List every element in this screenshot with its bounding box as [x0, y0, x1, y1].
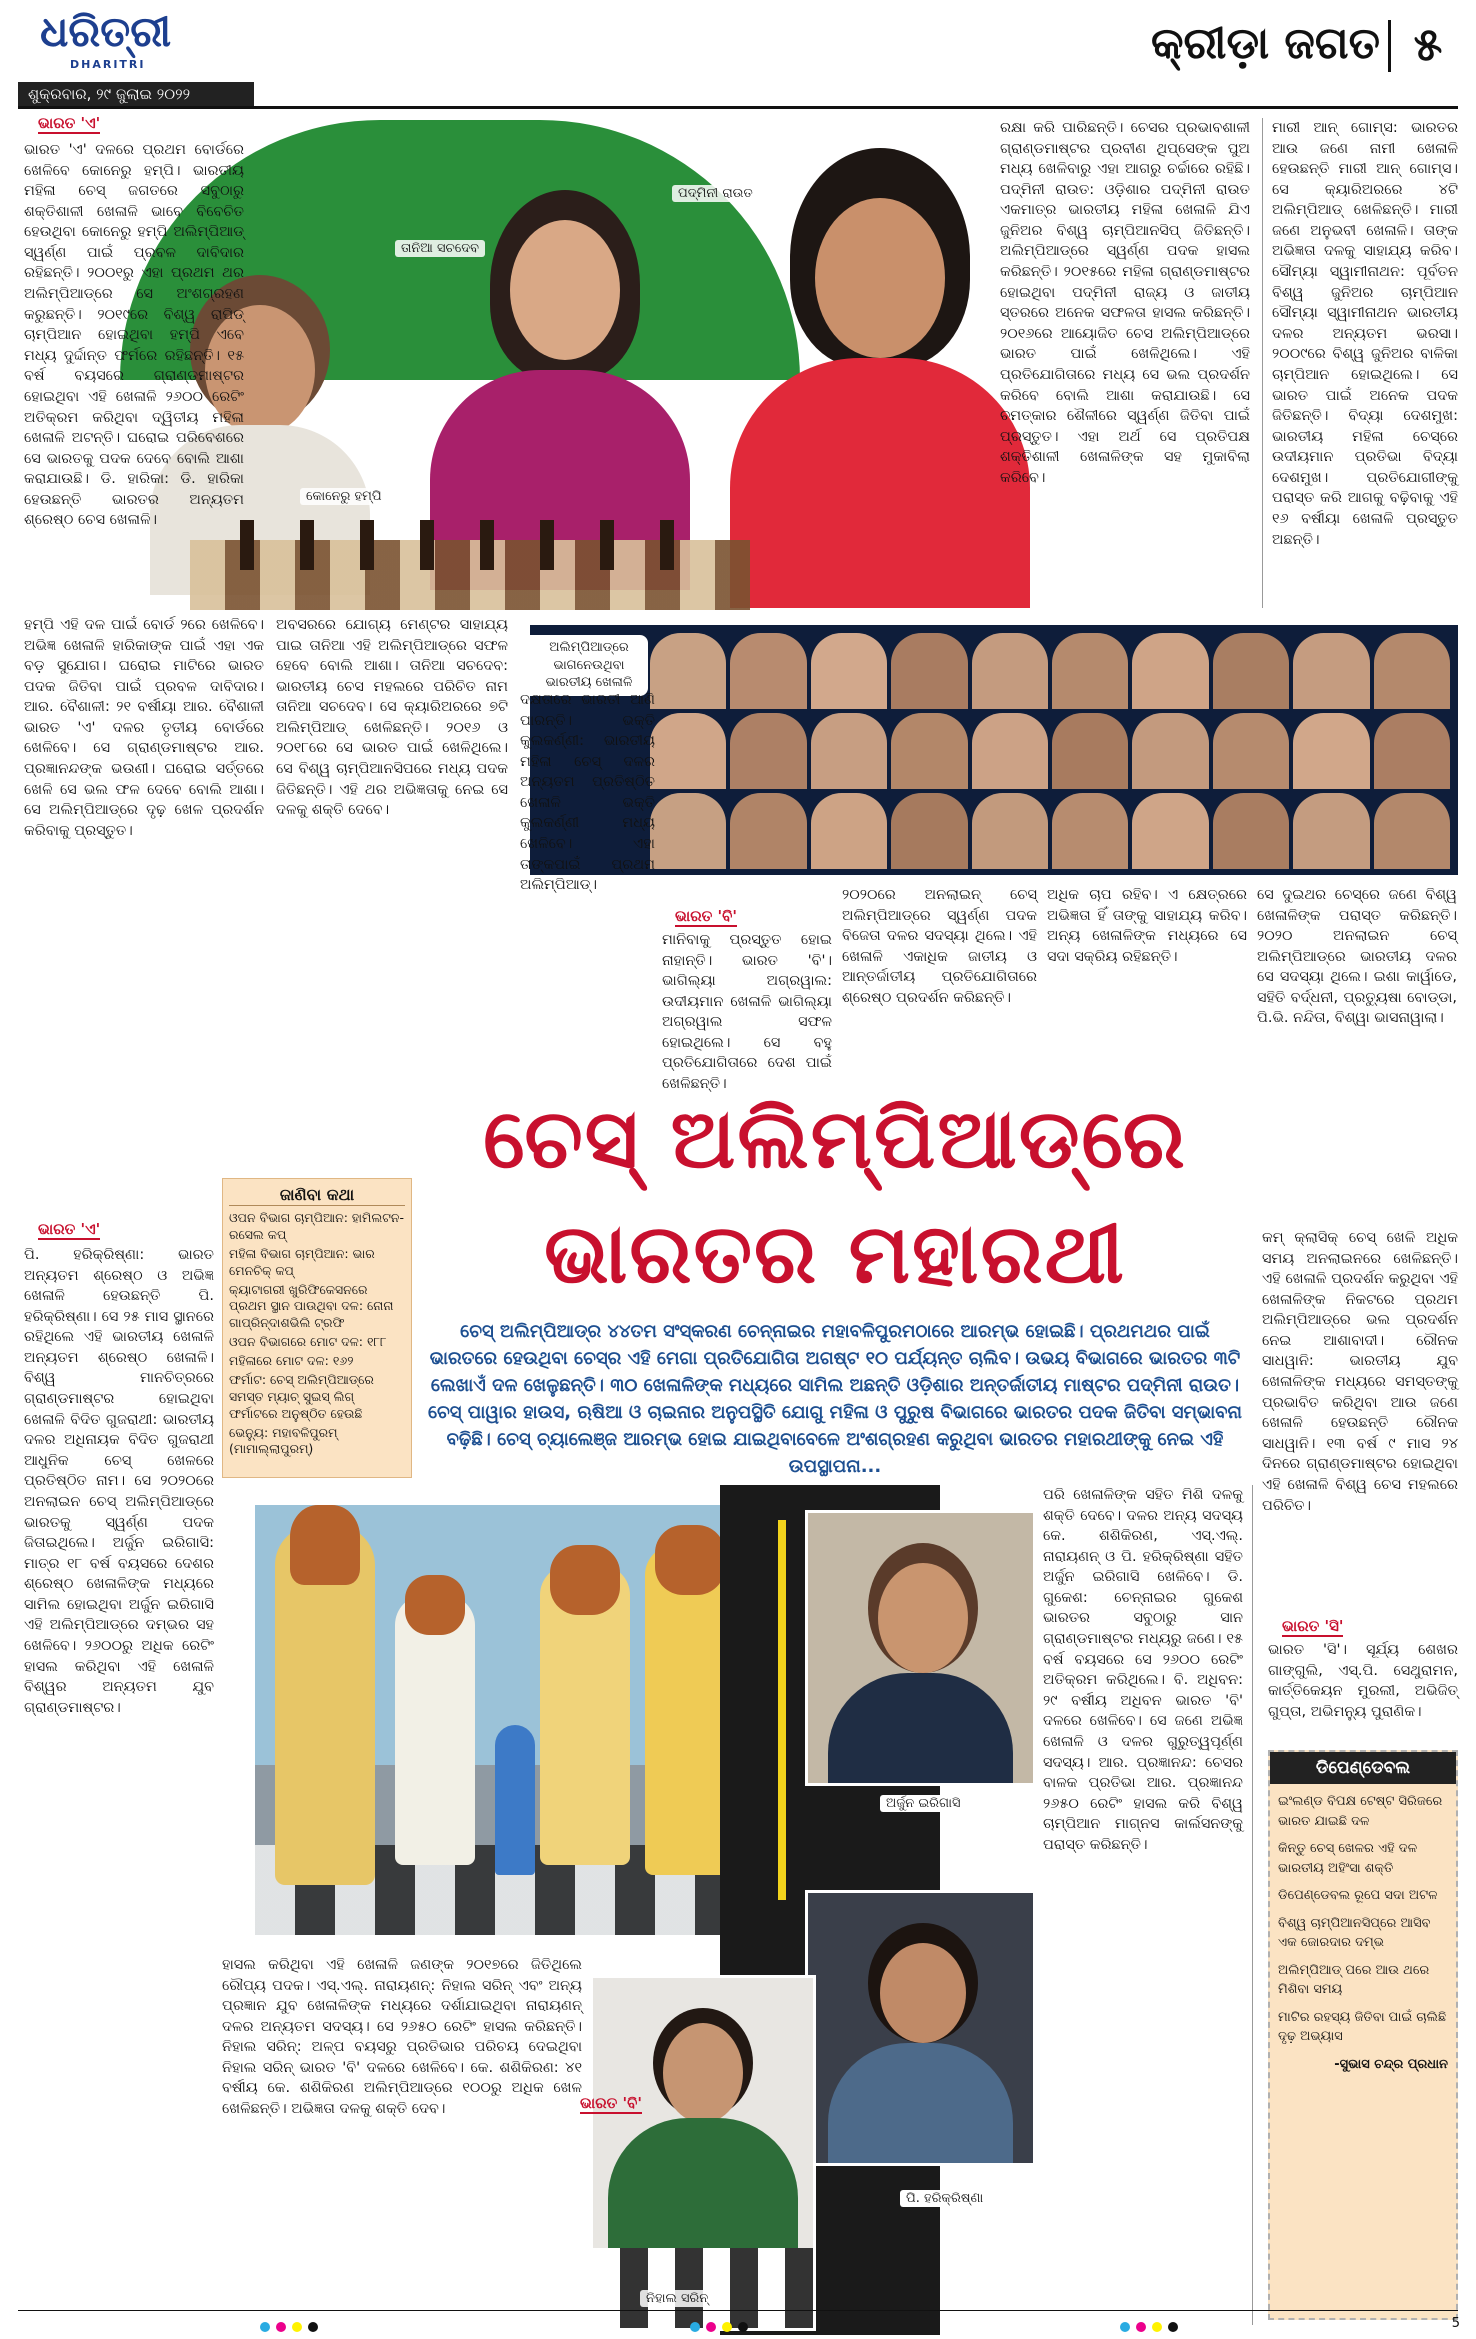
- footer-rule: [18, 2310, 1458, 2311]
- info-box-dependable-line: ବିଶ୍ୱ ଚାମ୍ପିଆନସିପ୍‌ରେ ଆସିବ ଏକ ଜୋରଦାର ଦମ୍ଭ: [1278, 1915, 1431, 1950]
- lead-paragraph: ଚେସ୍ ଅଲିମ୍ପିଆଡ୍‌ର ୪୪ତମ ସଂସ୍କରଣ ଚେନ୍ନାଇର ମହାବଳିପୁରମଠାରେ ଆରମ୍ଭ ହୋଇଛି। ପ୍ରଥମଥର ପାଇଁ ଭାରତରେ ହେଉଥିବା ଚେସ୍‌ର ଏହି ମେଗା ପ୍ରତିଯୋଗିତା ଅଗଷ୍ଟ ୧୦ ପର୍ଯ୍ୟନ୍ତ ଚାଲିବ। ଉଭୟ ବିଭାଗରେ ଭାରତର ୩ଟି ଲେଖାଏଁ ଦଳ ଖେଳୁଛନ୍ତି। ୩୦ ଖେଳାଳିଙ୍କ ମଧ୍ୟରେ ସାମିଲ ଅଛନ୍ତି ଓଡ଼ିଶାର ଅନ୍ତର୍ଜାତୀୟ ମାଷ୍ଟର ପଦ୍ମିନୀ ରାଉତ। ଚେସ୍ ପାୱାର ହାଉସ, ଋଷିଆ ଓ ଚାଇନାର ଅନୁପସ୍ଥିତି ଯୋଗୁ ମହିଳା ଓ ପୁରୁଷ ବିଭାଗରେ ଭାରତର ପଦକ ଜିତିବା ସମ୍ଭାବନା ବଢ଼ିଛି। ଚେସ୍ ଚ୍ୟାଲେଞ୍ଜ ଆରମ୍ଭ ହୋଇ ଯାଇଥିବାବେଳେ ଅଂଶଗ୍ରହଣ କରୁଥିବା ଭାରତର ମହାରଥୀଙ୍କୁ ନେଇ ଏହି ଉପସ୍ଥାପନା...: [427, 1321, 1243, 1477]
- masthead-rule: [18, 106, 1458, 109]
- column-low-4: ଭାରତ 'ସି'। ସୂର୍ଯ୍ୟ ଶେଖର ଗାଙ୍ଗୁଲି, ଏସ୍.ପି. ସେଥୁରାମନ, କାର୍ତ୍ତିକେୟନ ମୁରଲୀ, ଅଭିଜିତ୍ ଗୁପ୍ତା, ଅଭିମନ୍ୟୁ ପୁରାଣିକ।: [1268, 1642, 1458, 1720]
- tag-india-c: [1262, 1615, 1458, 1641]
- tag-india-a-mid: [18, 1218, 218, 1244]
- tag-india-b-mid-text: ଭାରତ 'ବି': [675, 907, 737, 925]
- info-box-janiba-line: କ୍ୟାଟାଗରୀ ଖୁରିଫିକେସନରେ ପ୍ରଥମ ସ୍ଥାନ ପାଉଥିବା ଦଳ: ନୋନା ଗାପ୍ରିନ୍‌ଦାଶଭିଲି ଟ୍ରଫି: [229, 1281, 394, 1331]
- photo-harikrishna: [805, 1890, 1036, 2166]
- team-photo-block: [530, 625, 1458, 875]
- tag-india-b-bottom: [560, 2092, 710, 2118]
- masthead: [0, 0, 1476, 110]
- label-tania: ତାନିଆ ସଚଦେବ: [395, 240, 485, 257]
- info-box-dependable-line: ଇଂଲଣ୍ଡ ବିପକ୍ଷ ଟେଷ୍ଟ ସିରିଜରେ ଭାରତ ଯାଇଛି ଦଳ: [1278, 1794, 1443, 1829]
- page-number: ୫: [1413, 17, 1443, 71]
- column-low-5: ହାସଲ କରିଥିବା ଏହି ଖେଳାଳି ଜଣଙ୍କ ୨୦୧୭ରେ ଜିତିଥିଲେ ରୌପ୍ୟ ପଦକ। ଏସ୍.ଏଲ୍. ନାରାୟଣନ୍: ନିହାଲ ସରିନ୍ ଏବଂ ଅନ୍ୟ ପ୍ରଜ୍ଞାନ ଯୁବ ଖେଳାଳିଙ୍କ ମଧ୍ୟରେ ଦର୍ଶାଯାଇଥିବା ନାରାୟଣନ୍ ଦଳର ଅନ୍ୟତମ ସଦସ୍ୟ। ସେ ୨୬୫୦ ରେଟିଂ ହାସଲ କରିଛନ୍ତି। ନିହାଲ ସରିନ୍: ଅଳ୍ପ ବୟସରୁ ପ୍ରତିଭାର ପରିଚୟ ଦେଇଥିବା ନିହାଲ ସରିନ୍ ଭାରତ 'ବି' ଦଳରେ ଖେଳିବେ। କେ. ଶଶିକିରଣ: ୪୧ ବର୍ଷୀୟ କେ. ଶଶିକିରଣ ଅଲିମ୍ପିଆଡ୍‌ରେ ୧୦୦ରୁ ଅଧିକ ଖେଳ ଖେଳିଛନ୍ତି। ଅଭିଜ୍ଞତା ଦଳକୁ ଶକ୍ତି ଦେବ।: [222, 1957, 582, 2118]
- info-box-janiba-line: ଭେନ୍ୟୁ: ମହାବଳିପୁରମ୍ (ମାମାଲ୍ଲାପୁରମ୍): [229, 1424, 338, 1457]
- column-low-1: ପି. ହରିକ୍ରିଷ୍ଣା: ଭାରତ ଅନ୍ୟତମ ଶ୍ରେଷ୍ଠ ଓ ଅଭିଜ୍ଞ ଖେଳାଳି ହେଉଛନ୍ତି ପି. ହରିକ୍ରିଷ୍ଣା। ସେ ୨୫ ମାସ ସ୍ଥାନରେ ରହିଥିଲେ ଏହି ଭାରତୀୟ ଖେଳାଳି ଅନ୍ୟତମ ଶ୍ରେଷ୍ଠ ଖେଳାଳି। ବିଶ୍ୱ ମାନଚିତ୍ରରେ ଗ୍ରାଣ୍ଡମାଷ୍ଟର ହୋଇଥିବା ଖେଳାଳି ବିଦିତ ଗୁଜରାଥୀ: ଭାରତୀୟ ଦଳର ଅଧିନାୟକ ବିଦିତ ଗୁଜରାଥୀ ଆଧୁନିକ ଚେସ୍ ଖେଳରେ ପ୍ରତିଷ୍ଠିତ ନାମ। ସେ ୨୦୨୦ରେ ଅନଲାଇନ ଚେସ୍ ଅଲିମ୍ପିଆଡ୍‌ରେ ଭାରତକୁ ସ୍ୱର୍ଣ୍ଣ ପଦକ ଜିତାଇଥିଲେ। ଅର୍ଜୁନ ଇରିଗାସି: ମାତ୍ର ୧୮ ବର୍ଷ ବୟସରେ ଦେଶର ଶ୍ରେଷ୍ଠ ଖେଳାଳିଙ୍କ ମଧ୍ୟରେ ସାମିଲ ହୋଇଥିବା ଅର୍ଜୁନ ଇରିଗାସି ଏହି ଅଲିମ୍ପିଆଡ୍‌ରେ ଦମ୍ଭର ସହ ଖେଳିବେ। ୨୬୦୦ରୁ ଅଧିକ ରେଟିଂ ହାସଲ କରିଥିବା ଏହି ଖେଳାଳି ବିଶ୍ୱର ଅନ୍ୟତମ ଯୁବ ଗ୍ରାଣ୍ଡମାଷ୍ଟର।: [24, 1247, 214, 1716]
- headline-line-1: ଚେସ୍ ଅଲିମ୍ପିଆଡ୍‌ରେ: [483, 1092, 1187, 1187]
- info-box-janiba-line: ଫର୍ମାଟ: ଚେସ୍ ଅଲିମ୍ପିଆଡ୍‌ରେ ସମସ୍ତ ମ୍ୟାଚ୍ ସୁଇସ୍ ଲିଗ୍ ଫର୍ମାଟରେ ଅନୁଷ୍ଠିତ ହେଉଛି: [229, 1371, 374, 1421]
- tag-india-a-top-text: ଭାରତ 'ଏ': [38, 114, 101, 132]
- tag-india-b-bottom-text: ଭାରତ 'ବି': [580, 2094, 642, 2112]
- info-box-janiba-line: ଓପନ ବିଭାଗ ଚାମ୍ପିଆନ: ହାମିଲଟନ-ରସେଲ କପ୍: [229, 1210, 405, 1242]
- label-padmini: ପଦ୍ମିନୀ ରାଉତ: [672, 185, 759, 202]
- team-grid: [650, 633, 1450, 869]
- headline-line-2: ଭାରତର ମହାରଥୀ: [544, 1207, 1126, 1302]
- photo-mascot-statues: [255, 1505, 755, 1935]
- column-mid-1: ହମ୍ପି ଏହି ଦଳ ପାଇଁ ବୋର୍ଡ ୨ରେ ଖେଳିବେ। ଅଭିଜ୍ଞ ଖେଳାଳି ହାରିକାଙ୍କ ପାଇଁ ଏହା ଏକ ବଡ଼ ସୁଯୋଗ। ଘରୋଇ ମାଟିରେ ଭାରତ ପଦକ ଜିତିବା ପାଇଁ ପ୍ରବଳ ଦାବିଦାର। ଆର. ବୈଶାଳୀ: ୨୧ ବର୍ଷୀୟା ଆର. ବୈଶାଳୀ ଭାରତ 'ଏ' ଦଳର ତୃତୀୟ ବୋର୍ଡରେ ଖେଳିବେ। ସେ ଗ୍ରାଣ୍ଡମାଷ୍ଟର ଆର. ପ୍ରଜ୍ଞାନନ୍ଦଙ୍କ ଭଉଣୀ। ଘରୋଇ ସର୍ତ୍ତରେ ଖେଳି ସେ ଭଲ ଫଳ ଦେବେ ବୋଲି ଆଶା। ସେ ଅଲିମ୍ପିଆଡ୍‌ରେ ଦୃଢ଼ ଖେଳ ପ୍ରଦର୍ଶନ କରିବାକୁ ପ୍ରସ୍ତୁତ।: [24, 617, 264, 839]
- info-box-dependable-line: ମାଟିର ରହସ୍ୟ ଜିତିବା ପାଇଁ ଚାଲିଛି ଦୃଢ଼ ଅଭ୍ୟାସ: [1278, 2009, 1447, 2044]
- tag-india-c-text: ଭାରତ 'ସି': [1282, 1617, 1344, 1635]
- chessboard-photo: [190, 540, 750, 610]
- column-mid-3: ଦକ୍ଷତାରେ ଭାରତୀ ଆଣି ପାରନ୍ତି। ଭକ୍ତି କୁଲକର୍ଣ୍ଣୀ: ଭାରତୀୟ ମହିଳା ଚେସ୍ ଦଳର ଅନ୍ୟତମ ପ୍ରତିଷ୍ଠିତ ଖେଳାଳି ଭକ୍ତି କୁଲକର୍ଣ୍ଣୀ ମଧ୍ୟ ଖେଳିବେ। ଏହା ତାଙ୍କପାଇଁ ପ୍ରଥମ ଅଲିମ୍ପିଆଡ୍।: [520, 692, 655, 894]
- column-mid-7: ସେ ଦୁଇଥର ଚେସ୍‌ରେ ଜଣେ ବିଶ୍ୱ ଖେଳାଳିଙ୍କ ପରାସ୍ତ କରିଛନ୍ତି। ୨୦୨୦ ଅନଲାଇନ ଚେସ୍ ଅଲିମ୍ପିଆଡ୍‌ରେ ଭାରତୀୟ ଦଳର ସେ ସଦସ୍ୟା ଥିଲେ। ଇଶା କାର୍ୱାଡେ, ସହିତି ବର୍ଦ୍ଧନୀ, ପ୍ରତ୍ୟୁଷା ବୋଡ୍ଡା, ପି.ଭି. ନନ୍ଦିତା, ବିଶ୍ୱା ଭାସନାୱାଲା।: [1257, 887, 1457, 1027]
- info-box-janiba: [222, 1178, 412, 1478]
- photo-arjun-erigaisi: [805, 1510, 1036, 1786]
- footer-registration-marks: [0, 2318, 1476, 2336]
- info-box-dependable: [1268, 1750, 1458, 2320]
- column-mid-4: ମାନିବାକୁ ପ୍ରସ୍ତୁତ ହୋଇ ନାହାନ୍ତି। ଭାରତ 'ବି'। ଭାଗିଲ୍ୟା ଅଗ୍ରୱାଲ: ଉଦୀୟମାନ ଖେଳାଳି ଭାଗିଲ୍ୟା ଅଗ୍ରୱାଲ ସଫଳ ହୋଇଥିଲେ। ସେ ବହୁ ପ୍ରତିଯୋଗିତାରେ ଦେଶ ପାଇଁ ଖେଳିଛନ୍ତି।: [662, 932, 832, 1093]
- info-box-janiba-line: ଓପନ ବିଭାଗରେ ମୋଟ ଦଳ: ୧୮୮: [229, 1334, 387, 1350]
- info-box-dependable-line: ଅଲିମ୍ପିଆଡ୍ ପରେ ଆଉ ଥରେ ମିଶିବା ସମୟ: [1278, 1962, 1430, 1997]
- issue-date: ଶୁକ୍ରବାର, ୨୯ ଜୁଲାଇ ୨୦୨୨: [18, 82, 254, 106]
- photo-padmini-rout: [720, 118, 1040, 608]
- logo-text: ଧରିତ୍ରୀ: [40, 7, 172, 56]
- footer-page-number: 5: [1451, 2316, 1460, 2331]
- column-top-right-1: ରକ୍ଷା କରି ପାରିଛନ୍ତି। ଚେସର ପ୍ରଭାବଶାଳୀ ଗ୍ରାଣ୍ଡମାଷ୍ଟର ପ୍ରବୀଣ ଥିପ୍‌ସେଙ୍କ ପୁଅ ମଧ୍ୟ ଖେଳିବାରୁ ଏହା ଆଗରୁ ଚର୍ଚ୍ଚାରେ ରହିଛି। ପଦ୍ମିନୀ ରାଉତ: ଓଡ଼ିଶାର ପଦ୍ମିନୀ ରାଉତ ଏକମାତ୍ର ଭାରତୀୟ ମହିଳା ଖେଳାଳି ଯିଏ ଜୁନିଅର ବିଶ୍ୱ ଚାମ୍ପିଆନସିପ୍ ଜିତିଛନ୍ତି। ଅଲିମ୍ପିଆଡ୍‌ରେ ସ୍ୱର୍ଣ୍ଣ ପଦକ ହାସଲ କରିଛନ୍ତି। ୨୦୧୫ରେ ମହିଳା ଗ୍ରାଣ୍ଡମାଷ୍ଟର ହୋଇଥିବା ପଦ୍ମିନୀ ରାଜ୍ୟ ଓ ଜାତୀୟ ସ୍ତରରେ ଅନେକ ସଫଳତା ହାସଲ କରିଛନ୍ତି। ୨୦୧୬ରେ ଆୟୋଜିତ ଚେସ ଅଲିମ୍ପିଆଡ୍‌ରେ ଭାରତ ପାଇଁ ଖେଳିଥିଲେ। ଏହି ପ୍ରତିଯୋଗିତାରେ ମଧ୍ୟ ସେ ଭଲ ପ୍ରଦର୍ଶନ କରିବେ ବୋଲି ଆଶା କରାଯାଉଛି। ସେ ଚମତ୍କାର ଶୈଳୀରେ ସ୍ୱର୍ଣ୍ଣ ଜିତିବା ପାଇଁ ପ୍ରସ୍ତୁତ। ଏହା ଅର୍ଥ ସେ ପ୍ରତିପକ୍ଷ ଶକ୍ତିଶାଳୀ ଖେଳାଳିଙ୍କ ସହ ମୁକାବିଲା କରିବେ।: [1000, 120, 1250, 486]
- label-arjun: ଅର୍ଜୁନ ଇରିଗାସି: [880, 1795, 966, 1812]
- tag-india-a-top: [18, 112, 228, 138]
- label-koneru: କୋନେରୁ ହମ୍ପି: [300, 488, 388, 505]
- info-box-janiba-line: ମହିଳାରେ ମୋଟ ଦଳ: ୧୬୨: [229, 1353, 354, 1368]
- info-box-dependable-line: କିନ୍ତୁ ଚେସ୍ ଖେଳର ଏହି ଦଳ ଭାରତୀୟ ଅହିଂସା ଶକ୍ତି: [1278, 1841, 1418, 1876]
- banner-accent: [778, 1520, 786, 1900]
- column-top-right-2: ମାରୀ ଆନ୍ ଗୋମ୍ସ: ଭାରତର ଆଉ ଜଣେ ନାମୀ ଖେଳାଳି ହେଉଛନ୍ତି ମାରୀ ଆନ୍ ଗୋମ୍ସ। ସେ କ୍ୟାରିଅରରେ ୪ଟି ଅଲିମ୍ପିଆଡ୍ ଖେଳିଛନ୍ତି। ମାରୀ ଜଣେ ଅନୁଭବୀ ଖେଳାଳି। ତାଙ୍କ ଅଭିଜ୍ଞତା ଦଳକୁ ସାହାଯ୍ୟ କରିବ। ସୌମ୍ୟା ସ୍ୱାମୀନାଥନ: ପୂର୍ବତନ ବିଶ୍ୱ ଜୁନିଅର ଚାମ୍ପିଆନ ସୌମ୍ୟା ସ୍ୱାମୀନାଥନ ଭାରତୀୟ ଦଳର ଅନ୍ୟତମ ଭରସା। ୨୦୦୯ରେ ବିଶ୍ୱ ଜୁନିଅର ବାଳିକା ଚାମ୍ପିଆନ ହୋଇଥିଲେ। ସେ ଭାରତ ପାଇଁ ଅନେକ ପଦକ ଜିତିଛନ୍ତି। ବିଦ୍ୟା ଦେଶମୁଖ: ଭାରତୀୟ ମହିଳା ଚେସ୍‌ରେ ଉଦୀୟମାନ ପ୍ରତିଭା ବିଦ୍ୟା ଦେଶମୁଖ। ପ୍ରତିଯୋଗୀଙ୍କୁ ପରାସ୍ତ କରି ଆଗକୁ ବଢ଼ିବାକୁ ଏହି ୧୬ ବର୍ଷୀୟା ଖେଳାଳି ପ୍ରସ୍ତୁତ ଅଛନ୍ତି।: [1272, 120, 1458, 548]
- info-box-dependable-author: -ସୁଭାସ ଚନ୍ଦ୍ର ପ୍ରଧାନ: [1334, 2056, 1448, 2072]
- column-mid-6: ଅଧିକ ଚାପ ରହିବ। ଏ କ୍ଷେତ୍ରରେ ଅଭିଜ୍ଞତା ହିଁ ତାଙ୍କୁ ସାହାଯ୍ୟ କରିବ। ଅନ୍ୟ ଖେଳାଳିଙ୍କ ମଧ୍ୟରେ ସେ ସଦା ସକ୍ରିୟ ରହିଛନ୍ତି।: [1047, 887, 1247, 965]
- photo-nihal-sarin: [590, 1975, 816, 2331]
- info-box-janiba-heading: ଜାଣିବା କଥା: [229, 1185, 405, 1206]
- column-mid-5: ୨୦୨୦ରେ ଅନଲାଇନ୍ ଚେସ୍ ଅଲିମ୍ପିଆଡ୍‌ରେ ସ୍ୱର୍ଣ୍ଣ ପଦକ ବିଜେତା ଦଳର ସଦସ୍ୟା ଥିଲେ। ଏହି ଖେଳାଳି ଏକାଧିକ ଜାତୀୟ ଓ ଆନ୍ତର୍ଜାତୀୟ ପ୍ରତିଯୋଗିତାରେ ଶ୍ରେଷ୍ଠ ପ୍ରଦର୍ଶନ କରିଛନ୍ତି।: [842, 887, 1037, 1006]
- label-nihal: ନିହାଲ ସରିନ୍: [640, 2290, 714, 2307]
- section-divider: [1388, 20, 1391, 72]
- logo: [40, 6, 210, 76]
- section-title: କ୍ରୀଡ଼ା ଜଗତ: [1151, 18, 1380, 69]
- column-low-3: କମ୍ କ୍ଲାସିକ୍ ଚେସ୍ ଖେଳି ଅଧିକ ସମୟ ଅନଲାଇନରେ ଖେଳିଛନ୍ତି। ଏହି ଖେଳାଳି ପ୍ରଦର୍ଶନ କରୁଥିବା ଏହି ଖେଳାଳିଙ୍କ ନିକଟରେ ପ୍ରଥମ ଅଲିମ୍ପିଆଡ୍‌ରେ ଭଲ ପ୍ରଦର୍ଶନ ନେଇ ଆଶାବାଦୀ। ରୌନକ ସାଧୱାନି: ଭାରତୀୟ ଯୁବ ଖେଳାଳିଙ୍କ ମଧ୍ୟରେ ସମସ୍ତଙ୍କୁ ପ୍ରଭାବିତ କରିଥିବା ଆଉ ଜଣେ ଖେଳାଳି ହେଉଛନ୍ତି ରୌନକ ସାଧୱାନି। ୧୩ ବର୍ଷ ୯ ମାସ ୨୪ ଦିନରେ ଗ୍ରାଣ୍ଡମାଷ୍ଟର ହୋଇଥିବା ଏହି ଖେଳାଳି ବିଶ୍ୱ ଚେସ ମହଲରେ ପରିଚିତ।: [1262, 1230, 1458, 1514]
- column-low-2: ପରି ଖେଳାଳିଙ୍କ ସହିତ ମିଶି ଦଳକୁ ଶକ୍ତି ଦେବେ। ଦଳର ଅନ୍ୟ ସଦସ୍ୟ କେ. ଶଶିକିରଣ, ଏସ୍.ଏଲ୍. ନାରାୟଣନ୍ ଓ ପି. ହରିକ୍ରିଷ୍ଣା ସହିତ ଅର୍ଜୁନ ଇରିଗାସି ଖେଳିବେ। ଡି. ଗୁକେଶ: ଚେନ୍ନାଇର ଗୁକେଶ ଭାରତର ସବୁଠାରୁ ସାନ ଗ୍ରାଣ୍ଡମାଷ୍ଟର ମଧ୍ୟରୁ ଜଣେ। ୧୫ ବର୍ଷ ବୟସରେ ସେ ୨୬୦୦ ରେଟିଂ ଅତିକ୍ରମ କରିଥିଲେ। ବି. ଅଧିବନ: ୨୯ ବର୍ଷୀୟ ଅଧିବନ ଭାରତ 'ବି' ଦଳରେ ଖେଳିବେ। ସେ ଜଣେ ଅଭିଜ୍ଞ ଖେଳାଳି ଓ ଦଳର ଗୁରୁତ୍ୱପୂର୍ଣ୍ଣ ସଦସ୍ୟ। ଆର. ପ୍ରଜ୍ଞାନନ୍ଦ: ଚେସର ବାଳକ ପ୍ରତିଭା ଆର. ପ୍ରଜ୍ଞାନନ୍ଦ ୨୬୫୦ ରେଟିଂ ହାସଲ କରି ବିଶ୍ୱ ଚାମ୍ପିଆନ ମାଗ୍ନସ କାର୍ଲସନଙ୍କୁ ପରାସ୍ତ କରିଛନ୍ତି।: [1043, 1487, 1243, 1853]
- tag-india-a-mid-text: ଭାରତ 'ଏ': [38, 1220, 101, 1238]
- column-top-left: ଭାରତ 'ଏ' ଦଳରେ ପ୍ରଥମ ବୋର୍ଡରେ ଖେଳିବେ କୋନେରୁ ହମ୍ପି। ଭାରତୀୟ ମହିଳା ଚେସ୍ ଜଗତରେ ସବୁଠାରୁ ଶକ୍ତିଶାଳୀ ଖେଳାଳି ଭାବେ ବିବେଚିତ ହେଉଥିବା କୋନେରୁ ହମ୍ପି ଅଲିମ୍ପିଆଡ୍ ସ୍ୱର୍ଣ୍ଣ ପାଇଁ ପ୍ରବଳ ଦାବିଦାର ରହିଛନ୍ତି। ୨୦୦୧ରୁ ଏହା ପ୍ରଥମ ଥର ଅଲିମ୍ପିଆଡ୍‌ରେ ସେ ଅଂଶଗ୍ରହଣ କରୁଛନ୍ତି। ୨୦୧୯ରେ ବିଶ୍ୱ ରାପିଡ୍ ଚାମ୍ପିଆନ ହୋଇଥିବା ହମ୍ପି ଏବେ ମଧ୍ୟ ଦୁର୍ଦ୍ଦାନ୍ତ ଫର୍ମରେ ରହିଛନ୍ତି। ୧୫ ବର୍ଷ ବୟସରେ ଗ୍ରାଣ୍ଡମାଷ୍ଟର ହୋଇଥିବା ଏହି ଖେଳାଳି ୨୬୦୦ ରେଟିଂ ଅତିକ୍ରମ କରିଥିବା ଦ୍ୱିତୀୟ ମହିଳା ଖେଳାଳି ଅଟନ୍ତି। ଘରୋଇ ପରିବେଶରେ ସେ ଭାରତକୁ ପଦକ ଦେବେ ବୋଲି ଆଶା କରାଯାଉଛି। ଡି. ହାରିକା: ଡି. ହାରିକା ହେଉଛନ୍ତି ଭାରତର ଅନ୍ୟତମ ଶ୍ରେଷ୍ଠ ଚେସ ଖେଳାଳି।: [24, 142, 244, 529]
- team-caption: ଅଲିମ୍ପିଆଡ୍‌ରେ ଭାଗନେଉଥିବା ଭାରତୀୟ ଖେଳାଳି: [530, 635, 648, 696]
- info-box-dependable-line: ଡିପେଣ୍ଡେବଲ ରୂପେ ସଦା ଅଟଳ: [1278, 1888, 1438, 1903]
- tag-india-b-mid: [655, 905, 805, 931]
- logo-sub: DHARITRI: [70, 58, 146, 71]
- column-mid-2: ଅବସରରେ ଯୋଗ୍ୟ ମେଣ୍ଟର ସାହାଯ୍ୟ ପାଇ ତାନିଆ ଏହି ଅଲିମ୍ପିଆଡ୍‌ରେ ସଫଳ ହେବେ ବୋଲି ଆଶା। ତାନିଆ ସଚଦେବ: ଭାରତୀୟ ଚେସ ମହଲରେ ପରିଚିତ ନାମ ତାନିଆ ସଚଦେବ। ସେ କ୍ୟାରିଅରରେ ୭ଟି ଅଲିମ୍ପିଆଡ୍ ଖେଳିଛନ୍ତି। ୨୦୧୬ ଓ ୨୦୧୮ରେ ସେ ଭାରତ ପାଇଁ ଖେଳିଥିଲେ। ସେ ବିଶ୍ୱ ଚାମ୍ପିଆନସିପରେ ମଧ୍ୟ ପଦକ ଜିତିଛନ୍ତି। ଏହି ଥର ଅଭିଜ୍ଞତାକୁ ନେଇ ସେ ଦଳକୁ ଶକ୍ତି ଦେବେ।: [276, 617, 508, 819]
- info-box-janiba-line: ମହିଳା ବିଭାଗ ଚାମ୍ପିଆନ: ଭାର ମେନଚିକ୍ କପ୍: [229, 1245, 375, 1278]
- label-harikrishna: ପି. ହରିକ୍ରିଷ୍ଣା: [900, 2190, 989, 2207]
- col-rule-low: [1252, 1485, 1253, 2325]
- col-rule-top: [1262, 118, 1263, 608]
- info-box-dependable-heading: ଡିପେଣ୍ଡେବଲ: [1270, 1752, 1456, 1784]
